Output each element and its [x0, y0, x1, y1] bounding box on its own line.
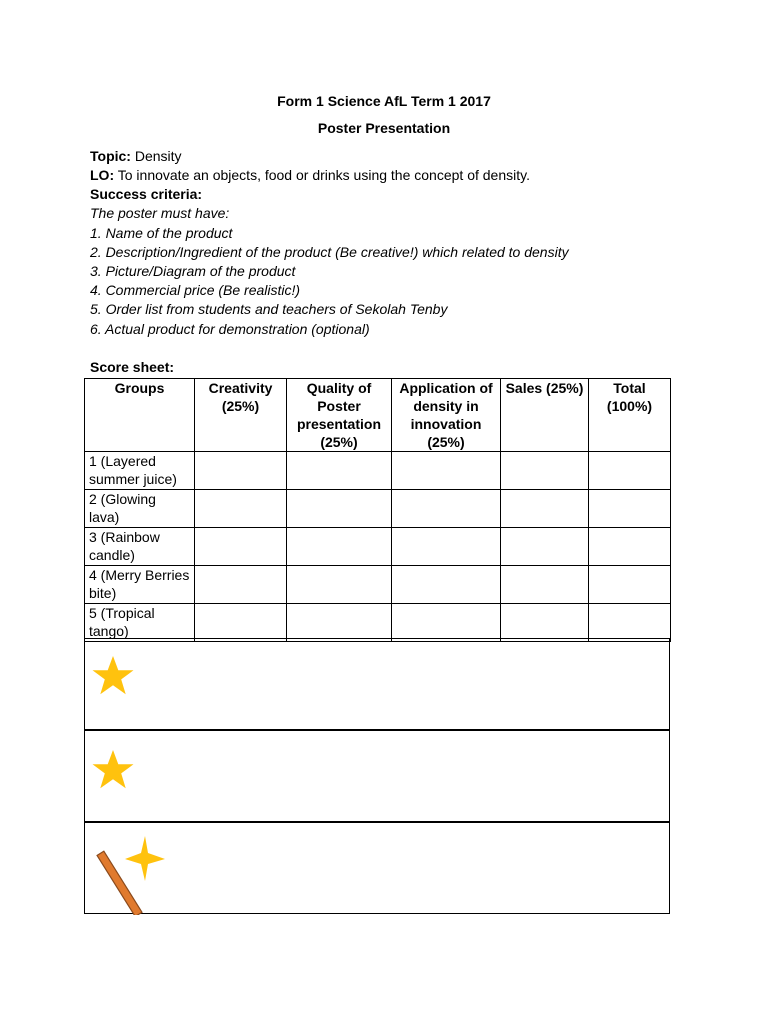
topic-line	[90, 147, 182, 166]
score-cell[interactable]	[392, 566, 501, 604]
score-cell[interactable]	[195, 490, 287, 528]
score-table	[84, 378, 671, 642]
topic-label: Topic:	[90, 148, 131, 164]
score-cell[interactable]	[589, 604, 671, 642]
column-header-application: Application of density in innovation (25%)	[392, 379, 501, 452]
criteria-item: 4. Commercial price (Be realistic!)	[90, 282, 301, 298]
score-cell[interactable]	[392, 452, 501, 490]
success-criteria-intro: The poster must have:	[90, 205, 230, 221]
award-box[interactable]	[84, 822, 670, 914]
score-cell[interactable]	[195, 452, 287, 490]
score-cell[interactable]	[287, 604, 392, 642]
table-row	[85, 566, 671, 604]
score-cell[interactable]	[589, 452, 671, 490]
group-name-cell: 5 (Tropical tango)	[85, 604, 195, 642]
column-header-groups: Groups	[85, 379, 195, 452]
topic-value: Density	[134, 148, 182, 164]
score-sheet-heading: Score sheet:	[90, 359, 175, 375]
criteria-item: 3. Picture/Diagram of the product	[90, 263, 296, 279]
score-cell[interactable]	[287, 490, 392, 528]
score-cell[interactable]	[501, 452, 589, 490]
magic-wand-icon	[95, 833, 169, 915]
table-row	[85, 490, 671, 528]
star-icon	[91, 749, 135, 791]
score-cell[interactable]	[195, 566, 287, 604]
score-cell[interactable]	[589, 528, 671, 566]
score-cell[interactable]	[287, 528, 392, 566]
lo-label: LO:	[90, 167, 115, 183]
group-name-cell: 4 (Merry Berries bite)	[85, 566, 195, 604]
score-cell[interactable]	[589, 566, 671, 604]
award-box[interactable]	[84, 730, 670, 822]
score-cell[interactable]	[392, 528, 501, 566]
column-header-sales: Sales (25%)	[501, 379, 589, 452]
score-cell[interactable]	[589, 490, 671, 528]
lo-value: To innovate an objects, food or drinks using the concept of density.	[117, 167, 530, 183]
score-cell[interactable]	[501, 604, 589, 642]
score-cell[interactable]	[501, 528, 589, 566]
column-header-quality: Quality of Poster presentation (25%)	[287, 379, 392, 452]
criteria-item: 2. Description/Ingredient of the product (Be creative!) which related to density	[90, 244, 569, 260]
criteria-item: 1. Name of the product	[90, 225, 233, 241]
star-icon	[91, 655, 135, 697]
column-header-creativity: Creativity (25%)	[195, 379, 287, 452]
award-box[interactable]	[84, 638, 670, 730]
column-header-total: Total (100%)	[589, 379, 671, 452]
success-criteria-heading: Success criteria:	[90, 186, 203, 202]
group-name-cell: 2 (Glowing lava)	[85, 490, 195, 528]
score-cell[interactable]	[195, 604, 287, 642]
document-subtitle: Poster Presentation	[317, 120, 451, 136]
table-row	[85, 452, 671, 490]
score-cell[interactable]	[501, 566, 589, 604]
criteria-item: 6. Actual product for demonstration (optional)	[90, 321, 370, 337]
group-name-cell: 1 (Layered summer juice)	[85, 452, 195, 490]
score-cell[interactable]	[287, 452, 392, 490]
table-row	[85, 528, 671, 566]
criteria-item: 5. Order list from students and teachers of Sekolah Tenby	[90, 301, 448, 317]
table-header-row	[85, 379, 671, 452]
lo-line	[90, 166, 530, 185]
document-title: Form 1 Science AfL Term 1 2017	[277, 93, 491, 109]
score-cell[interactable]	[195, 528, 287, 566]
score-cell[interactable]	[501, 490, 589, 528]
score-cell[interactable]	[392, 604, 501, 642]
group-name-cell: 3 (Rainbow candle)	[85, 528, 195, 566]
score-cell[interactable]	[287, 566, 392, 604]
table-row	[85, 604, 671, 642]
score-cell[interactable]	[392, 490, 501, 528]
